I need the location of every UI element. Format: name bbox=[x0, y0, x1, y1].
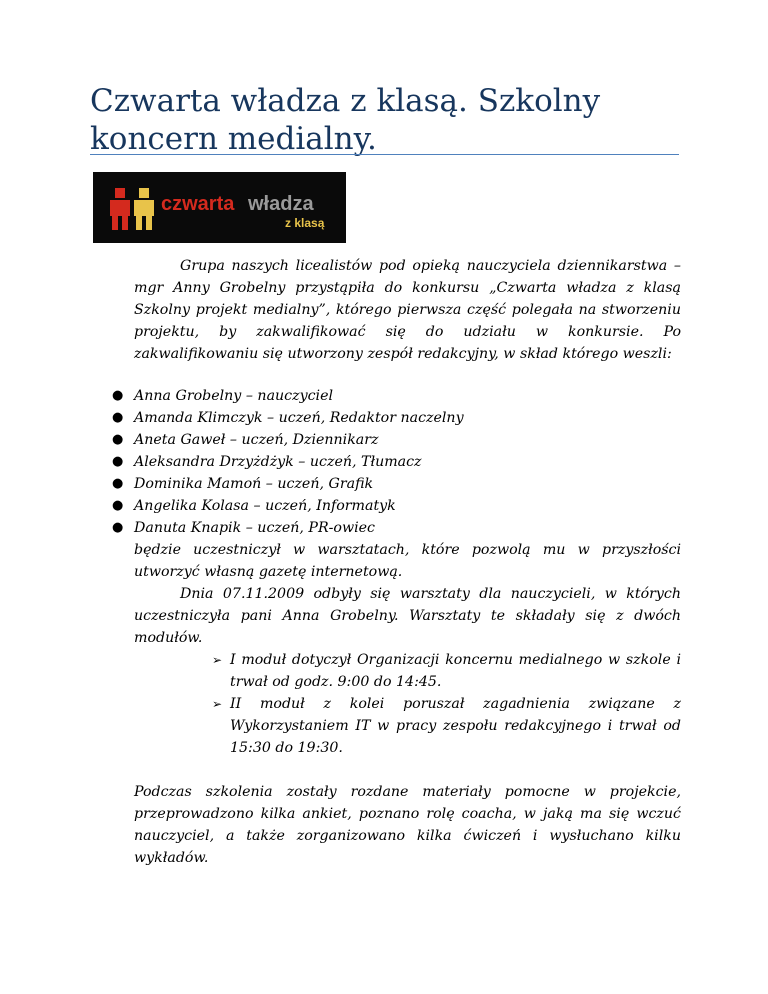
bullet-icon: ● bbox=[112, 520, 124, 535]
red-person-icon bbox=[110, 188, 130, 230]
bullet-icon: ● bbox=[112, 498, 124, 513]
list-item: ● Aneta Gaweł – uczeń, Dziennikarz bbox=[134, 429, 681, 451]
workshops-paragraph: Dnia 07.11.2009 odbyły się warsztaty dla nauczycieli, w których uczestniczyła pani Anna Grobelny. Warsztaty te składały się z dwóch modułów. bbox=[134, 586, 681, 646]
article-body bbox=[112, 255, 681, 869]
arrow-bullet-icon: ➢ bbox=[212, 697, 223, 711]
logo-word-wladza: władza bbox=[248, 193, 314, 215]
title-divider bbox=[90, 154, 679, 155]
list-item: ● Anna Grobelny – nauczyciel bbox=[134, 385, 681, 407]
yellow-person-icon bbox=[134, 188, 154, 230]
list-item: ● Danuta Knapik – uczeń, PR-owiec bbox=[134, 517, 681, 539]
bullet-icon: ● bbox=[112, 432, 124, 447]
czwarta-wladza-logo bbox=[93, 172, 346, 243]
bullet-icon: ● bbox=[112, 388, 124, 403]
page-title: Czwarta władza z klasą. Szkolny koncern medialny. bbox=[90, 83, 601, 157]
bullet-icon: ● bbox=[112, 454, 124, 469]
list-item: ● Dominika Mamoń – uczeń, Grafik bbox=[134, 473, 681, 495]
logo-word-z-klasa: z klasą bbox=[285, 216, 325, 230]
list-item: ➢ I moduł dotyczył Organizacji koncernu medialnego w szkole i trwał od godz. 9:00 do 14:45. bbox=[230, 649, 681, 693]
list-item: ● Aleksandra Drzyżdżyk – uczeń, Tłumacz bbox=[134, 451, 681, 473]
list-item: ● Amanda Klimczyk – uczeń, Redaktor naczelny bbox=[134, 407, 681, 429]
list-item: ➢ II moduł z kolei poruszał zagadnienia związane z Wykorzystaniem IT w pracy zespołu redakcyjnego i trwał od 15:30 do 19:30. bbox=[230, 693, 681, 759]
modules-list bbox=[134, 649, 681, 759]
after-list-paragraph: będzie uczestniczył w warsztatach, które pozwolą mu w przyszłości utworzyć własną gazetę internetową. bbox=[134, 542, 681, 580]
bullet-icon: ● bbox=[112, 410, 124, 425]
closing-paragraph: Podczas szkolenia zostały rozdane materiały pomocne w projekcie, przeprowadzono kilka ankiet, poznano rolę coacha, w jaką ma się wczuć nauczyciel, a także zorganizowano kilka ćwiczeń i wysłuchano kilku wykładów. bbox=[134, 784, 681, 866]
intro-paragraph: Grupa naszych licealistów pod opieką nauczyciela dziennikarstwa – mgr Anny Grobelny przystąpiła do konkursu „Czwarta władza z klasą Szkolny projekt medialny”, którego pierwsza część polegała na stworzeniu projektu, by zakwalifikować się do udziału w konkursie. Po zakwalifikowaniu się utworzony zespół redakcyjny, w skład którego weszli: bbox=[134, 258, 681, 362]
logo-word-czwarta: czwarta bbox=[161, 193, 235, 215]
arrow-bullet-icon: ➢ bbox=[212, 653, 223, 667]
team-list bbox=[112, 385, 681, 539]
list-item: ● Angelika Kolasa – uczeń, Informatyk bbox=[134, 495, 681, 517]
bullet-icon: ● bbox=[112, 476, 124, 491]
